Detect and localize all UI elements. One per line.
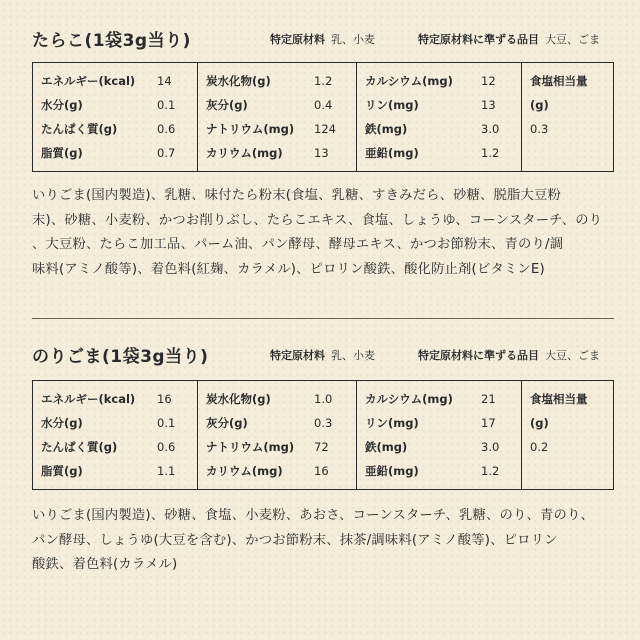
similar-allergen-value: 大豆、ごま xyxy=(545,33,600,46)
nutrient-label: 脂質(g) xyxy=(41,146,83,160)
similar-allergen-label: 特定原材料に準ずる品目 xyxy=(418,349,539,362)
nutrition-col-salt xyxy=(522,381,614,490)
nutrient-value: 16 xyxy=(314,464,329,478)
nutrition-row xyxy=(198,141,356,165)
ingredients-line: 味料(アミノ酸等)、着色料(紅麹、カラメル)、ピロリン酸鉄、酸化防止剤(ビタミンE) xyxy=(32,261,545,277)
nutrient-value: 1.2 xyxy=(314,74,333,88)
nutrition-row xyxy=(198,93,356,117)
nutrient-value: 3.0 xyxy=(481,122,500,136)
nutrition-col-salt xyxy=(522,63,614,172)
nutrient-label: 炭水化物(g) xyxy=(206,74,271,88)
allergen-label: 特定原材料 xyxy=(270,349,325,362)
similar-allergen-info xyxy=(418,347,600,363)
nutrition-row xyxy=(33,141,197,165)
nutrition-col-3 xyxy=(357,381,522,490)
nutrient-label: 鉄(mg) xyxy=(365,440,408,454)
nutrient-value: 0.3 xyxy=(314,416,333,430)
nutrient-label: カリウム(mg) xyxy=(206,146,283,160)
nutrition-row xyxy=(198,435,356,459)
allergen-value: 乳、小麦 xyxy=(331,349,375,362)
similar-allergen-label: 特定原材料に準ずる品目 xyxy=(418,33,539,46)
nutrient-value: 1.2 xyxy=(481,146,500,160)
nutrient-value: 0.7 xyxy=(157,146,176,160)
ingredients-line: パン酵母、しょうゆ(大豆を含む)、かつお節粉末、抹茶/調味料(アミノ酸等)、ピロリン xyxy=(32,532,558,548)
nutrient-value: 16 xyxy=(157,392,172,406)
nutrition-row xyxy=(33,69,197,93)
nutrient-label: 亜鉛(mg) xyxy=(365,464,419,478)
nutrient-value: 0.6 xyxy=(157,122,176,136)
nutrition-row xyxy=(357,411,521,435)
nutrient-value: 21 xyxy=(481,392,496,406)
nutrient-label: エネルギー(kcal) xyxy=(41,74,136,88)
nutrition-col-3 xyxy=(357,63,522,172)
nutrient-label: カルシウム(mg) xyxy=(365,392,453,406)
salt-value: 0.3 xyxy=(530,122,549,136)
section-header xyxy=(32,342,614,370)
nutrition-row xyxy=(357,69,521,93)
nutrition-row xyxy=(198,387,356,411)
allergen-info xyxy=(270,347,375,363)
nutrient-label: 亜鉛(mg) xyxy=(365,146,419,160)
nutrition-table xyxy=(32,62,614,172)
nutrient-value: 17 xyxy=(481,416,496,430)
product-section-tarako xyxy=(32,26,614,277)
nutrient-label: ナトリウム(mg) xyxy=(206,440,295,454)
salt-value: 0.2 xyxy=(530,440,549,454)
nutrition-row xyxy=(198,69,356,93)
nutrient-label: 灰分(g) xyxy=(206,98,248,112)
nutrient-label: リン(mg) xyxy=(365,416,419,430)
nutrient-label: カルシウム(mg) xyxy=(365,74,453,88)
nutrition-table xyxy=(32,380,614,490)
salt-label: 食塩相当量(g) xyxy=(530,392,588,430)
allergen-value: 乳、小麦 xyxy=(331,33,375,46)
nutrient-label: 灰分(g) xyxy=(206,416,248,430)
allergen-label: 特定原材料 xyxy=(270,33,325,46)
nutrition-row xyxy=(357,459,521,483)
nutrition-row xyxy=(33,117,197,141)
nutrition-col-1 xyxy=(33,381,198,490)
nutrient-value: 1.1 xyxy=(157,464,176,478)
nutrition-row xyxy=(33,93,197,117)
nutrition-row xyxy=(357,435,521,459)
nutrient-label: エネルギー(kcal) xyxy=(41,392,136,406)
section-header xyxy=(32,26,614,54)
nutrition-col-2 xyxy=(198,381,357,490)
nutrient-value: 0.1 xyxy=(157,98,176,112)
nutrition-row xyxy=(198,117,356,141)
nutrition-row xyxy=(33,387,197,411)
nutrition-col-1 xyxy=(33,63,198,172)
ingredients-line: いりごま(国内製造)、乳糖、味付たら粉末(食塩、乳糖、すきみだら、砂糖、脱脂大豆粉 xyxy=(32,188,562,203)
salt-label: 食塩相当量(g) xyxy=(530,74,588,112)
ingredients-text xyxy=(32,184,614,282)
nutrition-row xyxy=(198,411,356,435)
ingredients-line: 、大豆粉、たらこ加工品、パーム油、パン酵母、酵母エキス、かつお節粉末、青のり/調 xyxy=(32,237,564,252)
product-section-norigoma xyxy=(32,342,614,572)
nutrition-row xyxy=(357,117,521,141)
nutrient-value: 12 xyxy=(481,74,496,88)
nutrient-value: 0.6 xyxy=(157,440,176,454)
nutrient-label: 脂質(g) xyxy=(41,464,83,478)
nutrient-label: 炭水化物(g) xyxy=(206,392,271,406)
nutrient-value: 1.2 xyxy=(481,464,500,478)
nutrition-row xyxy=(33,411,197,435)
nutrition-row xyxy=(357,93,521,117)
nutrient-label: たんぱく質(g) xyxy=(41,440,118,454)
allergen-info xyxy=(270,31,375,47)
nutrient-value: 124 xyxy=(314,122,336,136)
ingredients-text xyxy=(32,504,614,578)
nutrient-label: 水分(g) xyxy=(41,98,83,112)
similar-allergen-value: 大豆、ごま xyxy=(545,349,600,362)
ingredients-line: 末)、砂糖、小麦粉、かつお削りぶし、たらこエキス、食塩、しょうゆ、コーンスターチ、のり xyxy=(32,212,603,228)
nutrient-value: 72 xyxy=(314,440,329,454)
ingredients-line: 酸鉄、着色料(カラメル) xyxy=(32,557,178,572)
nutrient-value: 1.0 xyxy=(314,392,333,406)
nutrition-row xyxy=(33,435,197,459)
nutrient-value: 0.1 xyxy=(157,416,176,430)
nutrient-label: カリウム(mg) xyxy=(206,464,283,478)
nutrient-value: 13 xyxy=(314,146,329,160)
nutrient-label: たんぱく質(g) xyxy=(41,122,118,136)
nutrient-value: 14 xyxy=(157,74,172,88)
nutrient-label: リン(mg) xyxy=(365,98,419,112)
product-title: たらこ(1袋3g当り) xyxy=(32,31,191,51)
nutrient-label: ナトリウム(mg) xyxy=(206,122,295,136)
nutrition-row xyxy=(198,459,356,483)
nutrient-label: 水分(g) xyxy=(41,416,83,430)
ingredients-line: いりごま(国内製造)、砂糖、食塩、小麦粉、あおさ、コーンスターチ、乳糖、のり、青のり、 xyxy=(32,508,595,523)
nutrient-value: 13 xyxy=(481,98,496,112)
nutrition-row xyxy=(357,141,521,165)
nutrient-label: 鉄(mg) xyxy=(365,122,408,136)
nutrient-value: 0.4 xyxy=(314,98,333,112)
nutrition-row xyxy=(33,459,197,483)
product-title: のりごま(1袋3g当り) xyxy=(32,347,209,367)
section-divider xyxy=(32,318,614,319)
nutrient-value: 3.0 xyxy=(481,440,500,454)
similar-allergen-info xyxy=(418,31,600,47)
nutrition-row xyxy=(357,387,521,411)
nutrition-col-2 xyxy=(198,63,357,172)
